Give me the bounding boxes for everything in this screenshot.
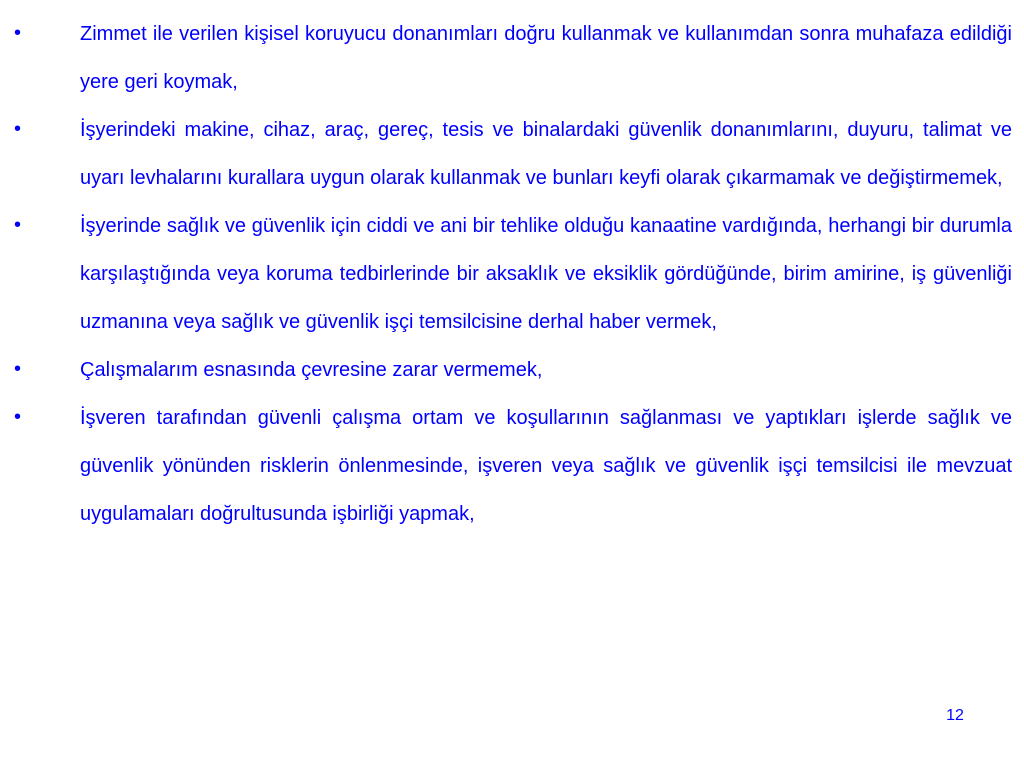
page-number: 12: [946, 707, 964, 724]
list-item-text: Zimmet ile verilen kişisel koruyucu donanımları doğru kullanmak ve kullanımdan sonra muhafaza edildiği yere geri koymak,: [80, 23, 1012, 93]
list-item-text: İşyerindeki makine, cihaz, araç, gereç, tesis ve binalardaki güvenlik donanımlarını, duyuru, talimat ve uyarı levhalarını kurallara uygun olarak kullanmak ve bunları keyfi olarak çıkarmamak ve değiştirmemek,: [80, 119, 1012, 189]
list-item: [0, 202, 1024, 346]
bullet-icon: •: [14, 118, 22, 140]
list-item-text: İşyerinde sağlık ve güvenlik için ciddi ve ani bir tehlike olduğu kanaatine vardığında, herhangi bir durumla karşılaştığında veya koruma tedbirlerinde bir aksaklık ve eksiklik gördüğünde, birim amirine, iş güvenliği uzmanına veya sağlık ve güvenlik işçi temsilcisine derhal haber vermek,: [80, 215, 1012, 333]
bullet-icon: •: [14, 406, 22, 428]
bullet-list: [0, 10, 1024, 538]
bullet-icon: •: [14, 214, 22, 236]
list-item: [0, 106, 1024, 202]
list-item: [0, 10, 1024, 106]
bullet-icon: •: [14, 358, 22, 380]
list-item: [0, 346, 1024, 394]
list-item-text: Çalışmalarım esnasında çevresine zarar vermemek,: [80, 359, 543, 381]
list-item: [0, 394, 1024, 538]
list-item-text: İşveren tarafından güvenli çalışma ortam ve koşullarının sağlanması ve yaptıkları işlerde sağlık ve güvenlik yönünden risklerin önlenmesinde, işveren veya sağlık ve güvenlik işçi temsilcisi ile mevzuat uygulamaları doğrultusunda işbirliği yapmak,: [80, 407, 1012, 525]
bullet-icon: •: [14, 22, 22, 44]
